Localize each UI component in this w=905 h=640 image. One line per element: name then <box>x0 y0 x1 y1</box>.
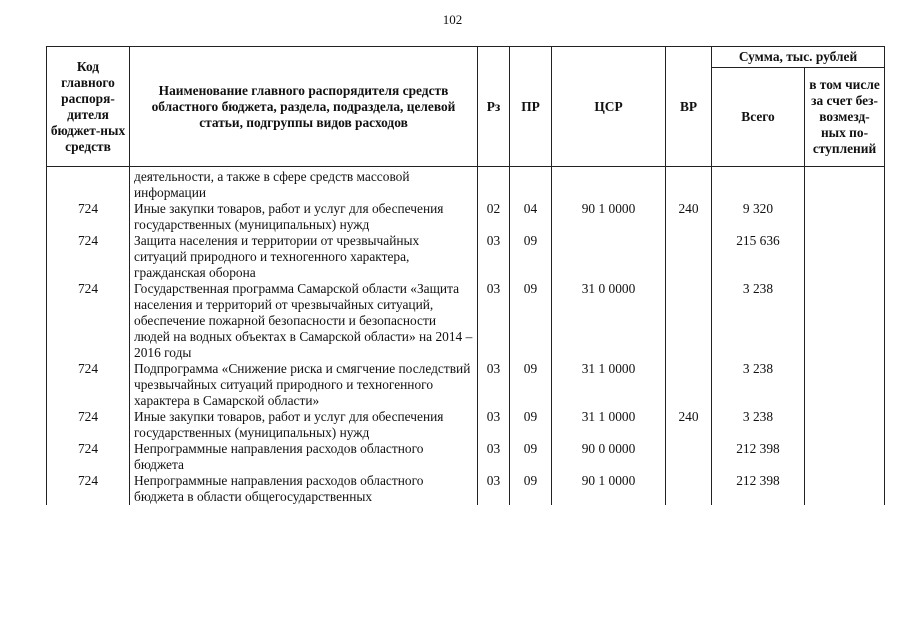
header-name: Наименование главного распорядителя средств областного бюджета, раздела, подраздела, целевой статьи, подгруппы видов расходов <box>130 47 478 167</box>
header-sum: Сумма, тыс. рублей <box>712 47 885 68</box>
cell-vr <box>666 473 712 505</box>
cell-csr: 90 0 0000 <box>552 441 666 473</box>
table-body <box>47 167 885 506</box>
cell-code <box>47 167 130 202</box>
table-row <box>47 233 885 281</box>
cell-vr <box>666 441 712 473</box>
table-row <box>47 361 885 409</box>
header-total: Всего <box>712 68 805 167</box>
cell-rz: 03 <box>478 441 510 473</box>
table-row <box>47 281 885 361</box>
cell-gratuitous <box>805 167 885 202</box>
cell-vr <box>666 167 712 202</box>
cell-vr <box>666 281 712 361</box>
cell-gratuitous <box>805 409 885 441</box>
cell-total <box>712 167 805 202</box>
cell-rz: 02 <box>478 201 510 233</box>
cell-name: Подпрограмма «Снижение риска и смягчение последствий чрезвычайных ситуаций природного и техногенного характера в Самарской области» <box>130 361 478 409</box>
cell-total: 3 238 <box>712 409 805 441</box>
budget-table <box>46 46 885 505</box>
cell-gratuitous <box>805 233 885 281</box>
cell-name: Иные закупки товаров, работ и услуг для обеспечения государственных (муниципальных) нужд <box>130 409 478 441</box>
cell-total: 3 238 <box>712 281 805 361</box>
cell-rz: 03 <box>478 361 510 409</box>
table-row <box>47 201 885 233</box>
cell-csr <box>552 167 666 202</box>
cell-vr <box>666 233 712 281</box>
cell-gratuitous <box>805 201 885 233</box>
header-rz: Рз <box>478 47 510 167</box>
cell-code: 724 <box>47 473 130 505</box>
header-pr: ПР <box>510 47 552 167</box>
cell-code: 724 <box>47 409 130 441</box>
cell-vr: 240 <box>666 409 712 441</box>
cell-vr <box>666 361 712 409</box>
page-number: 102 <box>442 12 463 27</box>
cell-csr <box>552 233 666 281</box>
cell-name: Иные закупки товаров, работ и услуг для обеспечения государственных (муниципальных) нужд <box>130 201 478 233</box>
cell-pr: 09 <box>510 409 552 441</box>
cell-code: 724 <box>47 441 130 473</box>
table-row <box>47 167 885 202</box>
cell-csr: 90 1 0000 <box>552 473 666 505</box>
cell-code: 724 <box>47 281 130 361</box>
cell-name: Защита населения и территории от чрезвычайных ситуаций природного и техногенного характера, гражданская оборона <box>130 233 478 281</box>
cell-code: 724 <box>47 233 130 281</box>
cell-name: Непрограммные направления расходов областного бюджета в области общегосударственных <box>130 473 478 505</box>
cell-rz: 03 <box>478 281 510 361</box>
header-vr: ВР <box>666 47 712 167</box>
cell-rz: 03 <box>478 233 510 281</box>
table-header <box>47 47 885 167</box>
cell-rz: 03 <box>478 473 510 505</box>
cell-total: 3 238 <box>712 361 805 409</box>
cell-csr: 31 0 0000 <box>552 281 666 361</box>
cell-name: Непрограммные направления расходов областного бюджета <box>130 441 478 473</box>
cell-gratuitous <box>805 441 885 473</box>
cell-total: 9 320 <box>712 201 805 233</box>
cell-rz: 03 <box>478 409 510 441</box>
header-csr: ЦСР <box>552 47 666 167</box>
table-row <box>47 441 885 473</box>
cell-pr: 09 <box>510 473 552 505</box>
cell-gratuitous <box>805 281 885 361</box>
header-code: Код главного распоря-дителя бюджет-ных средств <box>47 47 130 167</box>
table-row <box>47 473 885 505</box>
cell-code: 724 <box>47 201 130 233</box>
cell-csr: 90 1 0000 <box>552 201 666 233</box>
cell-pr: 09 <box>510 233 552 281</box>
cell-total: 212 398 <box>712 473 805 505</box>
cell-pr: 04 <box>510 201 552 233</box>
cell-code: 724 <box>47 361 130 409</box>
cell-gratuitous <box>805 473 885 505</box>
cell-name: деятельности, а также в сфере средств массовой информации <box>130 167 478 202</box>
table-row <box>47 409 885 441</box>
cell-pr: 09 <box>510 441 552 473</box>
cell-name: Государственная программа Самарской области «Защита населения и территорий от чрезвычайных ситуаций, обеспечение пожарной безопасности и безопасности людей на водных объектах в Самарской области» на 2014 – 2016 годы <box>130 281 478 361</box>
cell-pr <box>510 167 552 202</box>
cell-vr: 240 <box>666 201 712 233</box>
cell-total: 215 636 <box>712 233 805 281</box>
cell-csr: 31 1 0000 <box>552 409 666 441</box>
header-gratuitous: в том числе за счет без-возмезд-ных по-ступлений <box>805 68 885 167</box>
cell-pr: 09 <box>510 361 552 409</box>
cell-gratuitous <box>805 361 885 409</box>
cell-rz <box>478 167 510 202</box>
cell-pr: 09 <box>510 281 552 361</box>
cell-total: 212 398 <box>712 441 805 473</box>
cell-csr: 31 1 0000 <box>552 361 666 409</box>
